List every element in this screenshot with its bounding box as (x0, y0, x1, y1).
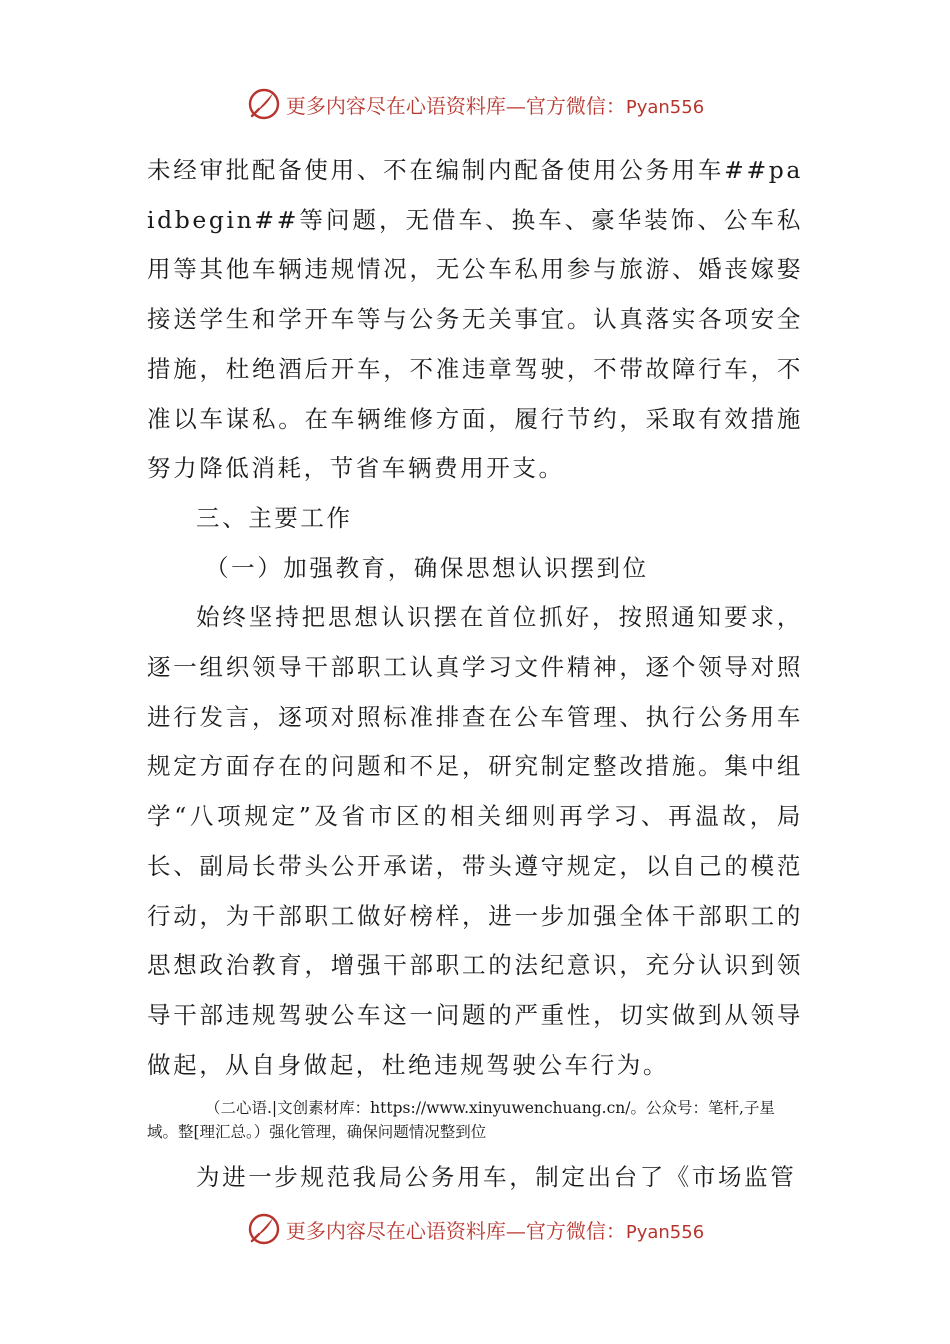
source-note-line: （二心语.|文创素材库：https://www.xinyuwenchuang.cn/。公众号：笔杆,子星域。整[理汇总。）强化管理，确保问题情况整到位 (147, 1099, 775, 1142)
document-body (147, 146, 803, 1203)
footer-banner-text: 更多内容尽在心语资料库—官方微信：Pyan556 (285, 1218, 705, 1243)
wechat-id: Pyan556 (625, 1221, 705, 1243)
subheading-education: （一）加强教育，确保思想认识摆到位 (205, 553, 649, 582)
footer-banner (0, 1207, 950, 1251)
paragraph-education: 始终坚持把思想认识摆在首位抓好，按照通知要求，逐一组织领导干部职工认真学习文件精神，逐个领导对照进行发言，逐项对照标准排查在公车管理、执行公务用车规定方面存在的问题和不足，研究制定整改措施。集中组学“八项规定”及省市区的相关细则再学习、再温故，局长、副局长带头公开承诺，带头遵守规定，以自己的模范行动，为干部职工做好榜样，进一步加强全体干部职工的思想政治教育，增强干部职工的法纪意识，充分认识到领导干部违规驾驶公车这一问题的严重性，切实做到从领导做起，从自身做起，杜绝违规驾驶公车行为。 (147, 603, 803, 1079)
paragraph-management: 为进一步规范我局公务用车，制定出台了《市场监管 (196, 1163, 797, 1192)
quill-logo-icon (246, 1211, 282, 1247)
wechat-id: Pyan556 (625, 96, 705, 118)
paragraph-vehicle-compliance: 未经审批配备使用、不在编制内配备使用公务用车##paidbegin##等问题，无借车、换车、豪华装饰、公车私用等其他车辆违规情况，无公车私用参与旅游、婚丧嫁娶接送学生和学开车等与公务无关事宜。认真落实各项安全措施，杜绝酒后开车，不准违章驾驶，不带故障行车，不准以车谋私。在车辆维修方面，履行节约，采取有效措施努力降低消耗，节省车辆费用开支。 (147, 156, 803, 483)
header-banner-text: 更多内容尽在心语资料库—官方微信：Pyan556 (285, 93, 705, 118)
quill-logo-icon (246, 86, 282, 122)
header-banner (0, 82, 950, 126)
section-heading-main-work: 三、主要工作 (196, 503, 353, 532)
